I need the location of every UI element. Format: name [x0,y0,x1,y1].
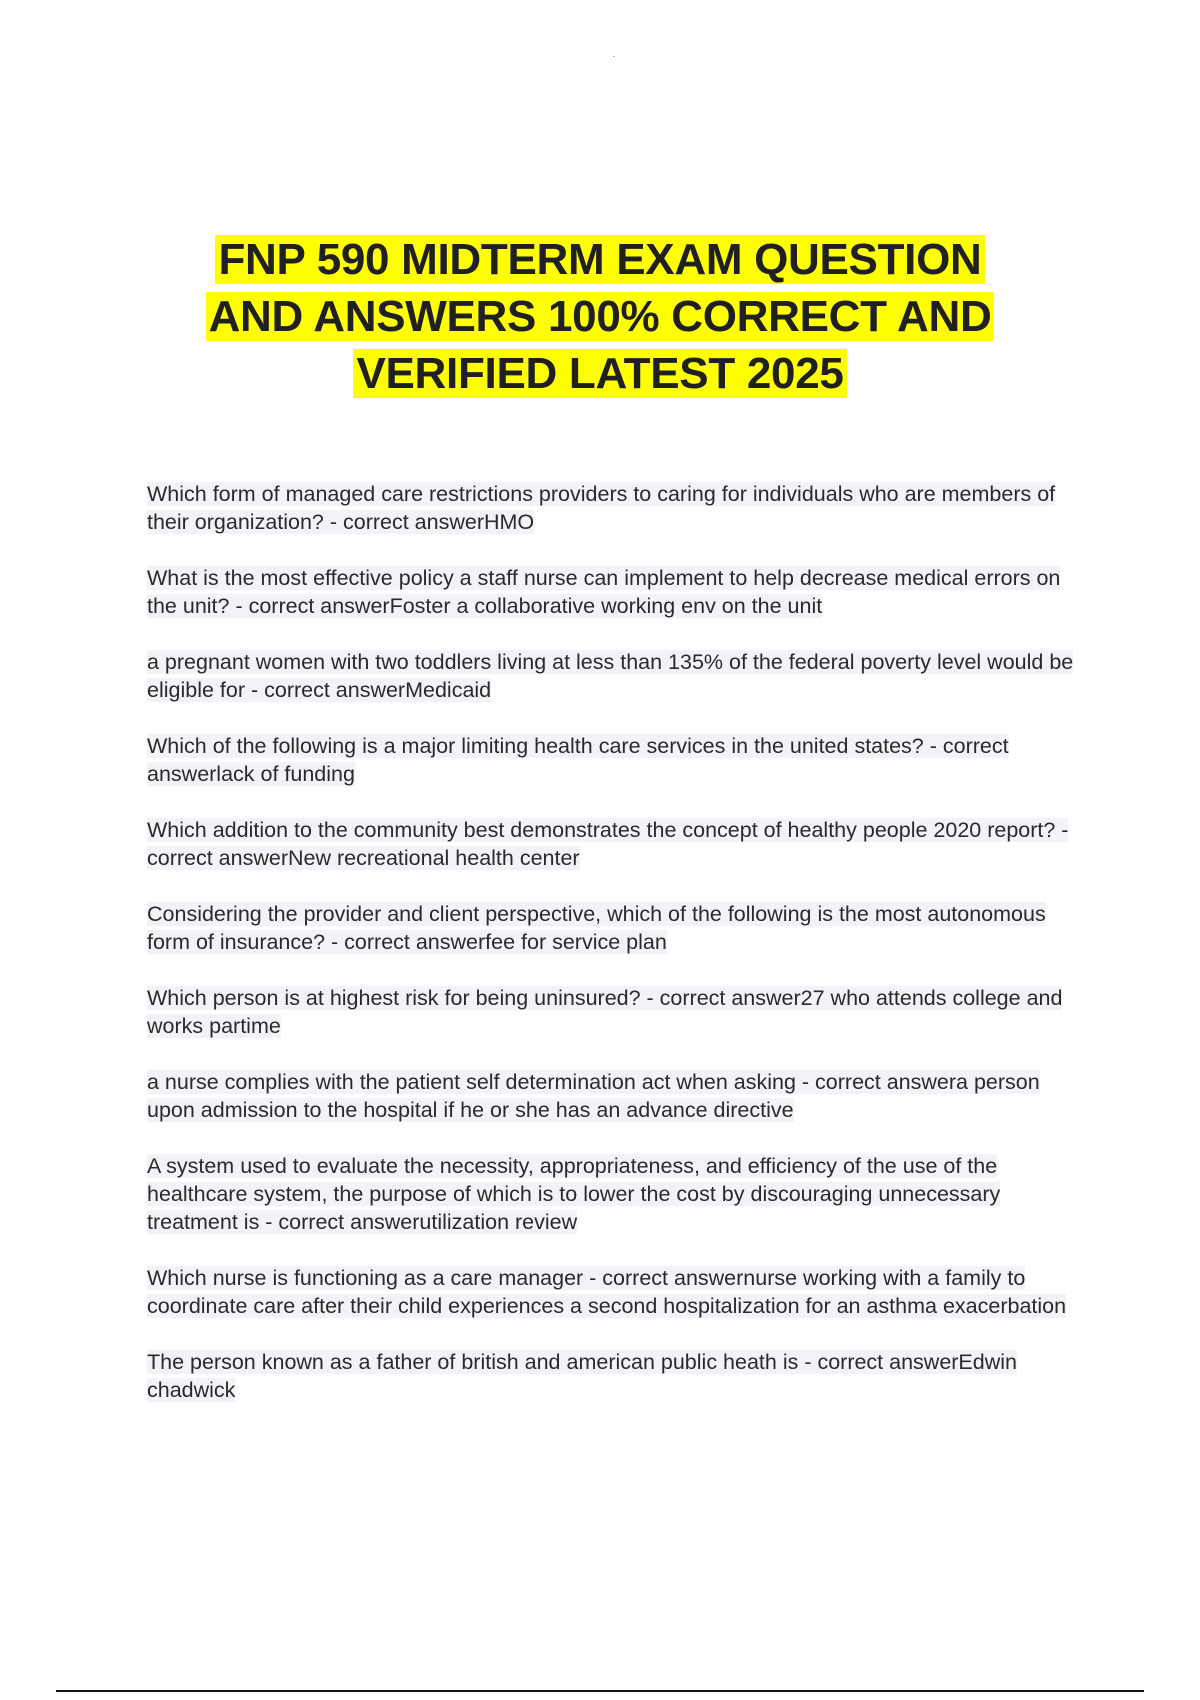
qa-item-5 [147,816,1087,872]
qa-text: Which person is at highest risk for being uninsured? - correct answer27 who attends college and works partime [147,986,1063,1038]
page-bottom-rule [56,1690,1144,1692]
qa-item-2 [147,564,1087,620]
scan-speck [613,56,615,57]
qa-item-1 [147,480,1087,536]
title-line-3: VERIFIED LATEST 2025 [353,349,846,398]
qa-text: A system used to evaluate the necessity, appropriateness, and efficiency of the use of the healthcare system, the purpose of which is to lower the cost by discouraging unnecessary treatment is - correct answerutilization review [147,1154,1001,1234]
qa-text: a pregnant women with two toddlers living at less than 135% of the federal poverty level would be eligible for - correct answerMedicaid [147,650,1074,702]
qa-text: What is the most effective policy a staff nurse can implement to help decrease medical errors on the unit? - correct answerFoster a collaborative working env on the unit [147,566,1061,618]
qa-text: The person known as a father of british and american public heath is - correct answerEdwin chadwick [147,1350,1017,1402]
qa-item-3 [147,648,1087,704]
title-line-1: FNP 590 MIDTERM EXAM QUESTION [215,235,984,284]
qa-text: Which form of managed care restrictions providers to caring for individuals who are members of their organization? - correct answerHMO [147,482,1056,534]
qa-text: a nurse complies with the patient self determination act when asking - correct answera person upon admission to the hospital if he or she has an advance directive [147,1070,1040,1122]
qa-item-9 [147,1152,1087,1236]
document-title [120,231,1080,402]
qa-item-6 [147,900,1087,956]
qa-item-7 [147,984,1087,1040]
qa-text: Which of the following is a major limiting health care services in the united states? - correct answerlack of funding [147,734,1009,786]
qa-text: Considering the provider and client perspective, which of the following is the most autonomous form of insurance? - correct answerfee for service plan [147,902,1046,954]
qa-item-10 [147,1264,1087,1320]
question-answer-list [147,480,1087,1432]
qa-text: Which nurse is functioning as a care manager - correct answernurse working with a family to coordinate care after their child experiences a second hospitalization for an asthma exacerbation [147,1266,1067,1318]
qa-item-4 [147,732,1087,788]
qa-item-11 [147,1348,1087,1404]
title-line-2: AND ANSWERS 100% CORRECT AND [206,292,995,341]
qa-text: Which addition to the community best demonstrates the concept of healthy people 2020 report? - correct answerNew recreational health center [147,818,1069,870]
qa-item-8 [147,1068,1087,1124]
